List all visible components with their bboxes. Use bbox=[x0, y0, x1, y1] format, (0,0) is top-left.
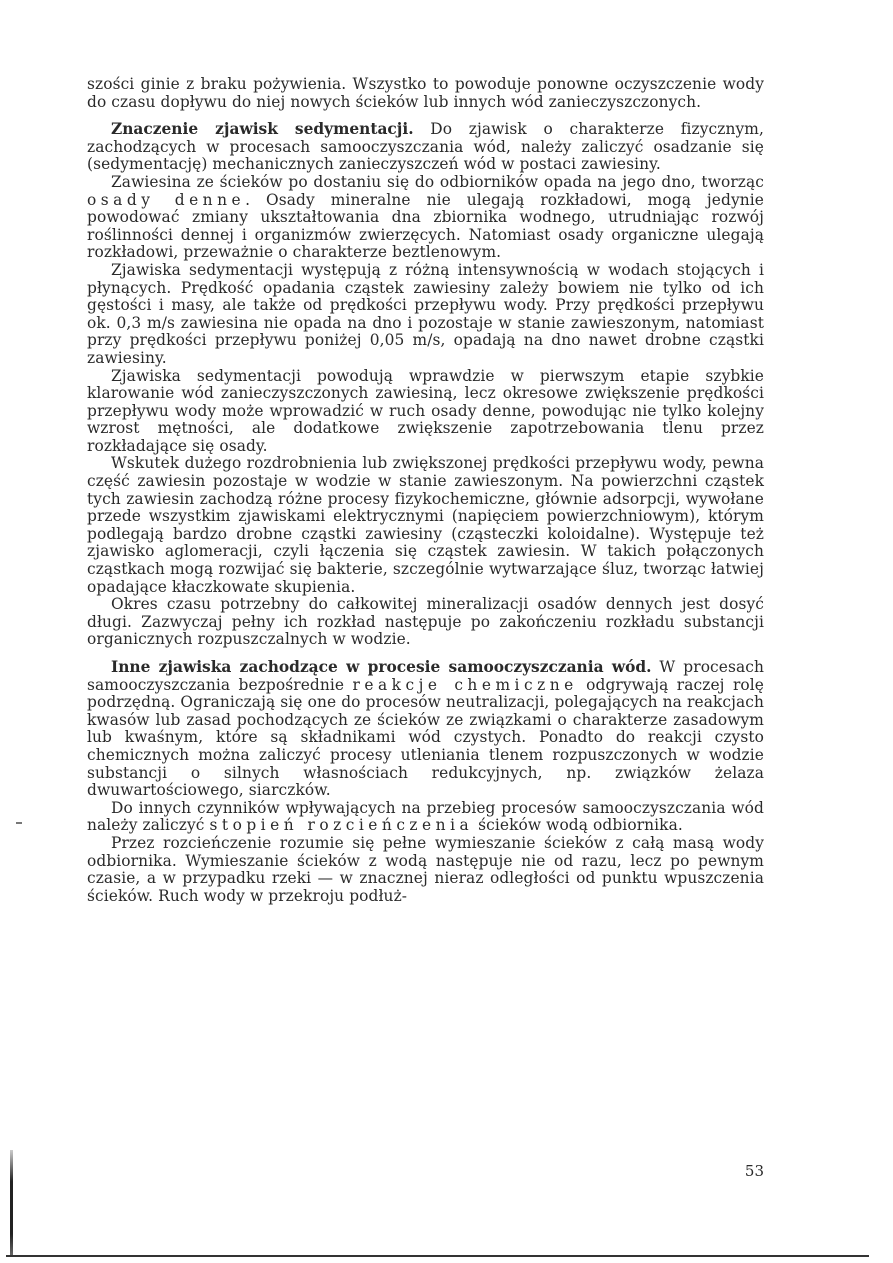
page-number: 53 bbox=[744, 1162, 764, 1180]
margin-mark bbox=[16, 822, 22, 824]
paragraph-5: Zjawiska sedymentacji powodują wprawdzie w pierwszym etapie szybkie klarowanie wód zanieczyszczonych zawiesiną, lecz okresowe zwiększenie prędkości przepływu wody może wprowadzić w ruch osady denne, powodując nie tylko kolejny wzrost mętności, ale dodatkowe zwiększenie zapotrzebowania tlenu przez rozkładające się osady. bbox=[87, 366, 764, 455]
paragraph-10: Przez rozcieńczenie rozumie się pełne wymieszanie ścieków z całą masą wody odbiornika. Wymieszanie ścieków z wodą następuje nie od razu, lecz po pewnym czasie, a w przypadku rzeki — w znacznej nieraz odległości od punktu wpuszczenia ścieków. Ruch wody w przekroju podłuż- bbox=[87, 833, 764, 905]
section-heading-other-phenomena: Inne zjawiska zachodzące w procesie samooczyszczania wód. bbox=[111, 658, 652, 676]
paragraph-3-text-a: Zawiesina ze ścieków po dostaniu się do odbiorników opada na jego dno, tworząc bbox=[111, 172, 764, 191]
emphasis-stopien-rozcienczenia: stopień rozcieńczenia bbox=[209, 816, 474, 835]
paragraph-9-text-a: Do innych czynników wpływających na przebieg procesów samooczyszczania wód należy zaliczyć bbox=[87, 798, 764, 835]
page-body bbox=[87, 76, 764, 905]
section-heading-sedimentation: Znaczenie zjawisk sedymentacji. bbox=[111, 120, 414, 139]
paragraph-9 bbox=[87, 800, 764, 835]
emphasis-osady-denne: osady denne bbox=[87, 190, 246, 209]
paragraph-3 bbox=[87, 174, 764, 262]
paragraph-2-text: Do zjawisk o charakterze fizycznym, zachodzących w procesach samooczyszczania wód, należy zaliczyć osadzanie się (sedymentację) mechanicznych zanieczyszczeń wód w postaci zawiesiny. bbox=[87, 120, 764, 174]
paragraph-7: Okres czasu potrzebny do całkowitej mineralizacji osadów dennych jest dosyć długi. Zazwyczaj pełny ich rozkład następuje po zakończeniu rozkładu substancji organicznych rozpuszczalnych w wodzie. bbox=[87, 595, 764, 649]
paragraph-8 bbox=[87, 659, 764, 800]
paragraph-6: Wskutek dużego rozdrobnienia lub zwiększonej prędkości przepływu wody, pewna część zawiesin pozostaje w wodzie w stanie zawieszonym. Na powierzchni cząstek tych zawiesin zachodzą różne procesy fizykochemiczne, głównie adsorpcji, wywołane przede wszystkim zjawiskami elektrycznymi (napięciem powierzchniowym), którym podlegają bardzo drobne cząstki zawiesiny (cząsteczki koloidalne). Występuje też zjawisko aglomeracji, czyli łączenia się cząstek zawiesin. W takich połączonych cząstkach mogą rozwijać się bakterie, szczególnie wytwarzające śluz, tworząc łatwiej opadające kłaczkowate skupienia. bbox=[87, 454, 764, 596]
paragraph-8-text-b: odgrywają raczej rolę podrzędną. Ograniczają się one do procesów neutralizacji, polegających na reakcjach kwasów lub zasad pochodzących ze ścieków ze związkami o charakterze zasadowym lub kwaśnym, które są składnikami wód czystych. Ponadto do reakcji czysto chemicznych można zaliczyć procesy utleniania tlenem rozpuszczonych w wodzie substancji o silnych własnościach redukcyjnych, np. związków żelaza dwuwartościowego, siarczków. bbox=[87, 675, 764, 800]
paragraph-1: szości ginie z braku pożywienia. Wszystko to powoduje ponowne oczyszczenie wody do czasu dopływu do niej nowych ścieków lub innych wód zanieczyszczonych. bbox=[87, 75, 764, 111]
paragraph-8-text-a: W procesach samooczyszczania bezpośrednie bbox=[87, 658, 764, 694]
emphasis-reakcje-chemiczne: reakcje chemiczne bbox=[352, 675, 578, 694]
paragraph-4: Zjawiska sedymentacji występują z różną intensywnością w wodach stojących i płynących. Prędkość opadania cząstek zawiesiny zależy bowiem nie tylko od ich gęstości i masy, ale także od prędkości przepływu wody. Przy prędkości przepływu ok. 0,3 m/s zawiesina nie opada na dno i pozostaje w stanie zawieszonym, natomiast przy prędkości przepływu poniżej 0,05 m/s, opadają na dno nawet drobne cząstki zawiesiny. bbox=[87, 260, 764, 367]
scan-edge-mark bbox=[10, 1150, 13, 1255]
scan-bottom-edge bbox=[6, 1255, 869, 1257]
paragraph-2 bbox=[87, 121, 764, 174]
paragraph-3-text-b: . Osady mineralne nie ulegają rozkładowi, mogą jedynie powodować zmiany ukształtowania dna zbiornika wodnego, utrudniając rozwój roślinności dennej i organizmów zwierzęcych. Natomiast osady organiczne ulegają rozkładowi, przeważnie o charakterze beztlenowym. bbox=[87, 190, 764, 262]
paragraph-9-text-b: ścieków wodą odbiornika. bbox=[473, 816, 683, 835]
